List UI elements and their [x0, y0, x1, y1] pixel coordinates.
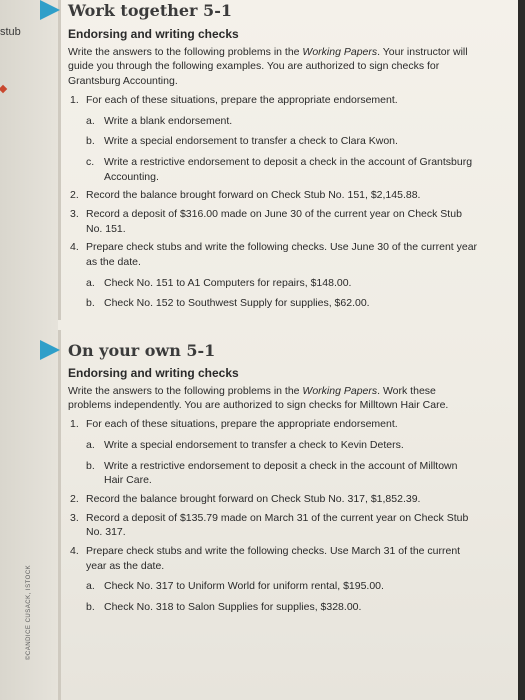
problem-text: Prepare check stubs and write the following checks. Use March 31 of the current year as the date.: [86, 544, 461, 572]
sub-problem-letter: b.: [86, 459, 95, 472]
section-subtitle: Endorsing and writing checks: [68, 366, 239, 380]
sub-problem-text: Write a blank endorsement.: [104, 114, 233, 127]
section-intro: Write the answers to the following problems in the Working Papers. Work these problems independently. You are authorized to sign checks for Milltown Hair Care.: [68, 384, 449, 412]
problem-number: 2.: [70, 189, 79, 202]
problem-item: [68, 492, 478, 507]
sub-problem-item: [86, 155, 478, 184]
problem-item: [68, 511, 478, 540]
sub-problem-item: [86, 600, 478, 615]
sub-problem-text: Check No. 151 to A1 Computers for repairs, $148.00.: [104, 276, 352, 289]
problem-number: 3.: [70, 207, 79, 220]
problem-number: 1.: [70, 418, 79, 431]
sub-problem-item: [86, 438, 478, 453]
problem-text: For each of these situations, prepare the appropriate endorsement.: [86, 418, 398, 431]
sub-problem-letter: a.: [86, 438, 95, 451]
problem-number: 4.: [70, 544, 79, 557]
problem-text: Record a deposit of $135.79 made on March 31 of the current year on Check Stub No. 317.: [86, 511, 469, 539]
sub-problem-letter: c.: [86, 155, 95, 168]
problem-number: 1.: [70, 93, 79, 106]
section-intro: Write the answers to the following problems in the Working Papers. Your instructor will guide you through the following examples. You are authorized to sign checks for Grantsburg Accounting.: [68, 45, 468, 88]
margin-stub-label: stub: [0, 26, 21, 38]
problem-text: Prepare check stubs and write the following checks. Use June 30 of the current year as the date.: [86, 241, 478, 269]
problem-text: For each of these situations, prepare the appropriate endorsement.: [86, 93, 398, 106]
sub-problem-text: Check No. 318 to Salon Supplies for supplies, $328.00.: [104, 601, 362, 614]
sub-problem-item: [86, 114, 478, 129]
margin-marker-icon: [0, 85, 7, 93]
photo-credit: ©CANDICE CUSACK, ISTOCK: [26, 564, 32, 660]
sub-problem-text: Check No. 317 to Uniform World for uniform rental, $195.00.: [104, 580, 384, 593]
sub-problem-letter: a.: [86, 114, 95, 127]
sub-problem-letter: b.: [86, 297, 95, 310]
problem-text: Record the balance brought forward on Check Stub No. 317, $1,852.39.: [86, 492, 421, 505]
sub-problem-text: Write a restrictive endorsement to deposit a check in the account of Milltown Hair Care.: [104, 459, 458, 487]
sub-problem-letter: b.: [86, 601, 95, 614]
problem-number: 3.: [70, 511, 79, 524]
section-flag-icon: [40, 340, 60, 360]
sub-problem-text: Write a special endorsement to transfer a check to Kevin Deters.: [104, 438, 404, 451]
sub-problem-text: Write a special endorsement to transfer a check to Clara Kwon.: [104, 135, 398, 148]
sub-problem-letter: b.: [86, 135, 95, 148]
problem-number: 2.: [70, 492, 79, 505]
problem-number: 4.: [70, 241, 79, 254]
sub-problem-text: Write a restrictive endorsement to deposit a check in the account of Grantsburg Accounting.: [104, 155, 473, 183]
section-flag-icon: [40, 0, 60, 20]
sub-problem-letter: a.: [86, 580, 95, 593]
sub-problem-item: [86, 459, 478, 488]
on-your-own-heading: On your own 5-1: [68, 341, 216, 360]
problem-list: [68, 93, 478, 311]
problem-text: Record a deposit of $316.00 made on June 30 of the current year on Check Stub No. 151.: [86, 207, 462, 235]
sub-problem-text: Check No. 152 to Southwest Supply for supplies, $62.00.: [104, 297, 370, 310]
problem-item: [68, 207, 478, 236]
problem-item: [68, 93, 478, 184]
problem-item: [68, 417, 478, 488]
section-bar: [58, 0, 61, 320]
problem-text: Record the balance brought forward on Check Stub No. 151, $2,145.88.: [86, 189, 421, 202]
on-your-own-section: [68, 365, 478, 619]
problem-item: [68, 240, 478, 311]
section-bar: [58, 330, 61, 700]
section-subtitle: Endorsing and writing checks: [68, 27, 239, 41]
sub-problem-item: [86, 296, 478, 311]
work-together-section: [68, 26, 478, 315]
sub-problem-item: [86, 276, 478, 291]
problem-item: [68, 544, 478, 615]
sub-problem-letter: a.: [86, 276, 95, 289]
work-together-heading: Work together 5-1: [68, 1, 232, 20]
problem-list: [68, 417, 478, 615]
problem-item: [68, 188, 478, 203]
sub-problem-item: [86, 579, 478, 594]
sub-problem-item: [86, 134, 478, 149]
